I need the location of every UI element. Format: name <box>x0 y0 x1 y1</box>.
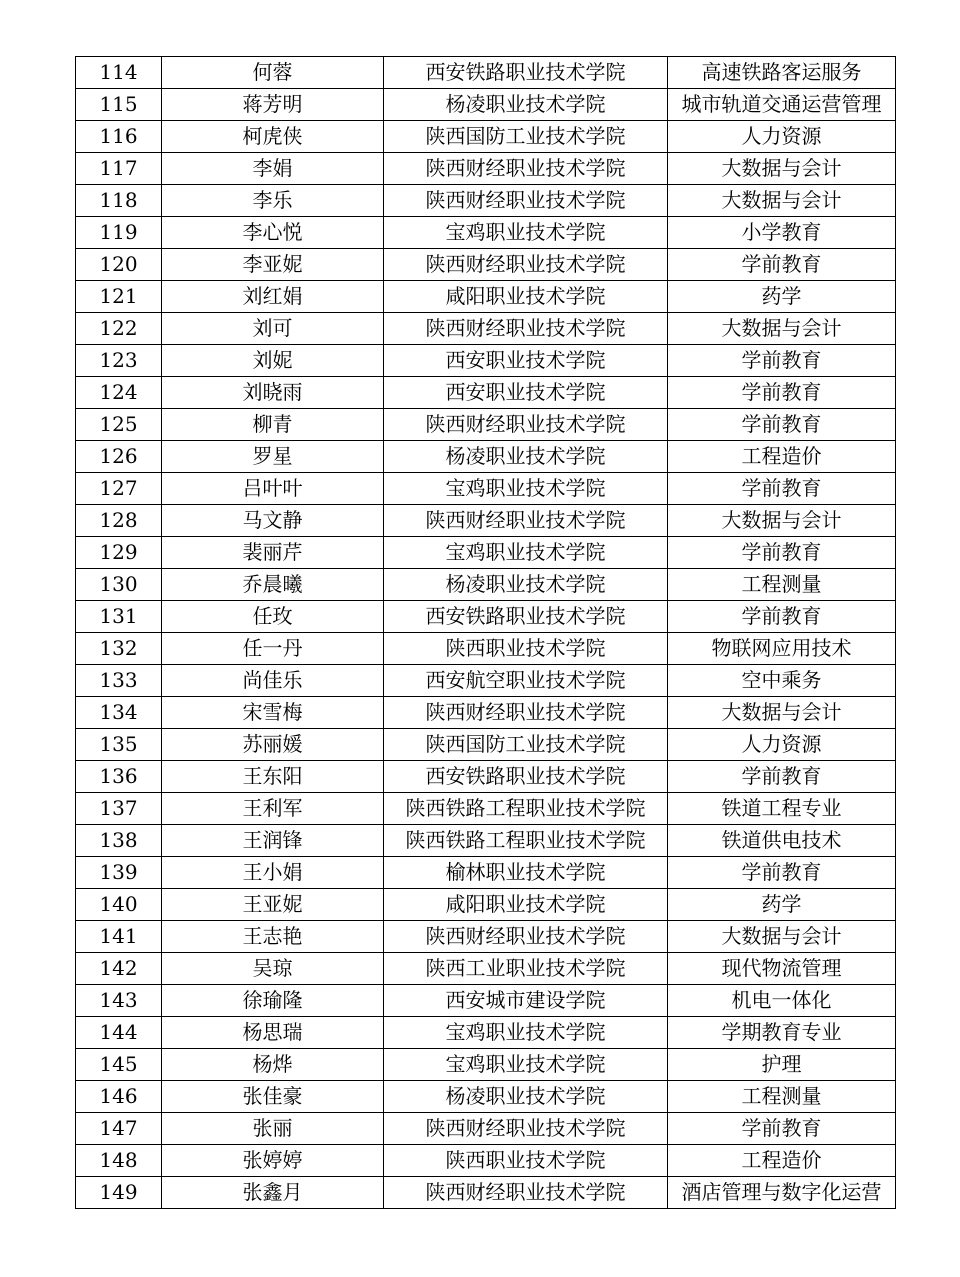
student-name-cell: 宋雪梅 <box>162 697 384 729</box>
major-name-cell: 物联网应用技术 <box>668 633 896 665</box>
table-row <box>76 985 896 1017</box>
major-name-cell: 大数据与会计 <box>668 153 896 185</box>
school-name-cell: 宝鸡职业技术学院 <box>384 537 668 569</box>
major-name-cell: 空中乘务 <box>668 665 896 697</box>
major-name-cell: 机电一体化 <box>668 985 896 1017</box>
school-name-cell: 陕西财经职业技术学院 <box>384 153 668 185</box>
major-name-cell: 大数据与会计 <box>668 697 896 729</box>
school-name-cell: 陕西铁路工程职业技术学院 <box>384 793 668 825</box>
student-name-cell: 罗星 <box>162 441 384 473</box>
school-name-cell: 陕西财经职业技术学院 <box>384 697 668 729</box>
school-name-cell: 西安职业技术学院 <box>384 345 668 377</box>
student-name-cell: 王润锋 <box>162 825 384 857</box>
row-number-cell: 139 <box>76 857 162 889</box>
row-number-cell: 129 <box>76 537 162 569</box>
major-name-cell: 大数据与会计 <box>668 921 896 953</box>
row-number-cell: 130 <box>76 569 162 601</box>
table-row <box>76 441 896 473</box>
table-row <box>76 249 896 281</box>
school-name-cell: 陕西财经职业技术学院 <box>384 1177 668 1209</box>
table-row <box>76 729 896 761</box>
school-name-cell: 咸阳职业技术学院 <box>384 889 668 921</box>
student-name-cell: 刘可 <box>162 313 384 345</box>
student-name-cell: 尚佳乐 <box>162 665 384 697</box>
major-name-cell: 人力资源 <box>668 729 896 761</box>
table-row <box>76 185 896 217</box>
major-name-cell: 大数据与会计 <box>668 505 896 537</box>
table-row <box>76 57 896 89</box>
major-name-cell: 学前教育 <box>668 473 896 505</box>
major-name-cell: 学前教育 <box>668 857 896 889</box>
school-name-cell: 咸阳职业技术学院 <box>384 281 668 313</box>
major-name-cell: 现代物流管理 <box>668 953 896 985</box>
table-row <box>76 1049 896 1081</box>
school-name-cell: 陕西国防工业技术学院 <box>384 729 668 761</box>
table-row <box>76 825 896 857</box>
school-name-cell: 杨凌职业技术学院 <box>384 569 668 601</box>
school-name-cell: 陕西财经职业技术学院 <box>384 249 668 281</box>
school-name-cell: 陕西职业技术学院 <box>384 633 668 665</box>
student-name-cell: 李娟 <box>162 153 384 185</box>
student-name-cell: 柯虎侠 <box>162 121 384 153</box>
student-name-cell: 苏丽媛 <box>162 729 384 761</box>
table-row <box>76 1177 896 1209</box>
major-name-cell: 大数据与会计 <box>668 185 896 217</box>
major-name-cell: 药学 <box>668 281 896 313</box>
row-number-cell: 147 <box>76 1113 162 1145</box>
table-row <box>76 1017 896 1049</box>
major-name-cell: 学前教育 <box>668 601 896 633</box>
major-name-cell: 学前教育 <box>668 537 896 569</box>
row-number-cell: 141 <box>76 921 162 953</box>
table-row <box>76 889 896 921</box>
school-name-cell: 陕西工业职业技术学院 <box>384 953 668 985</box>
row-number-cell: 132 <box>76 633 162 665</box>
table-row <box>76 409 896 441</box>
student-name-cell: 吕叶叶 <box>162 473 384 505</box>
school-name-cell: 陕西国防工业技术学院 <box>384 121 668 153</box>
row-number-cell: 125 <box>76 409 162 441</box>
table-row <box>76 697 896 729</box>
major-name-cell: 酒店管理与数字化运营 <box>668 1177 896 1209</box>
table-row <box>76 153 896 185</box>
roster-body <box>76 57 896 1209</box>
student-name-cell: 李乐 <box>162 185 384 217</box>
student-name-cell: 裴丽芹 <box>162 537 384 569</box>
row-number-cell: 115 <box>76 89 162 121</box>
table-row <box>76 505 896 537</box>
school-name-cell: 宝鸡职业技术学院 <box>384 217 668 249</box>
table-row <box>76 473 896 505</box>
row-number-cell: 121 <box>76 281 162 313</box>
student-name-cell: 杨烨 <box>162 1049 384 1081</box>
student-roster-table <box>75 56 896 1209</box>
row-number-cell: 135 <box>76 729 162 761</box>
major-name-cell: 学前教育 <box>668 409 896 441</box>
student-name-cell: 刘红娟 <box>162 281 384 313</box>
table-row <box>76 1113 896 1145</box>
table-row <box>76 761 896 793</box>
school-name-cell: 西安铁路职业技术学院 <box>384 57 668 89</box>
school-name-cell: 榆林职业技术学院 <box>384 857 668 889</box>
table-row <box>76 377 896 409</box>
table-row <box>76 953 896 985</box>
table-row <box>76 601 896 633</box>
school-name-cell: 陕西职业技术学院 <box>384 1145 668 1177</box>
student-name-cell: 李亚妮 <box>162 249 384 281</box>
table-row <box>76 89 896 121</box>
table-row <box>76 1081 896 1113</box>
table-row <box>76 537 896 569</box>
row-number-cell: 122 <box>76 313 162 345</box>
student-name-cell: 张丽 <box>162 1113 384 1145</box>
student-name-cell: 王亚妮 <box>162 889 384 921</box>
row-number-cell: 134 <box>76 697 162 729</box>
student-name-cell: 王利军 <box>162 793 384 825</box>
school-name-cell: 宝鸡职业技术学院 <box>384 1017 668 1049</box>
student-name-cell: 王东阳 <box>162 761 384 793</box>
major-name-cell: 铁道工程专业 <box>668 793 896 825</box>
student-name-cell: 王小娟 <box>162 857 384 889</box>
table-row <box>76 665 896 697</box>
row-number-cell: 146 <box>76 1081 162 1113</box>
major-name-cell: 高速铁路客运服务 <box>668 57 896 89</box>
student-name-cell: 吴琼 <box>162 953 384 985</box>
major-name-cell: 学前教育 <box>668 249 896 281</box>
student-name-cell: 张婷婷 <box>162 1145 384 1177</box>
student-name-cell: 柳青 <box>162 409 384 441</box>
major-name-cell: 工程造价 <box>668 441 896 473</box>
table-row <box>76 313 896 345</box>
major-name-cell: 城市轨道交通运营管理 <box>668 89 896 121</box>
row-number-cell: 118 <box>76 185 162 217</box>
major-name-cell: 护理 <box>668 1049 896 1081</box>
student-name-cell: 何蓉 <box>162 57 384 89</box>
row-number-cell: 128 <box>76 505 162 537</box>
row-number-cell: 124 <box>76 377 162 409</box>
student-name-cell: 马文静 <box>162 505 384 537</box>
major-name-cell: 学前教育 <box>668 345 896 377</box>
school-name-cell: 杨凌职业技术学院 <box>384 89 668 121</box>
table-row <box>76 121 896 153</box>
school-name-cell: 西安铁路职业技术学院 <box>384 601 668 633</box>
major-name-cell: 学前教育 <box>668 761 896 793</box>
major-name-cell: 小学教育 <box>668 217 896 249</box>
major-name-cell: 学前教育 <box>668 377 896 409</box>
major-name-cell: 药学 <box>668 889 896 921</box>
school-name-cell: 西安职业技术学院 <box>384 377 668 409</box>
row-number-cell: 133 <box>76 665 162 697</box>
school-name-cell: 陕西财经职业技术学院 <box>384 409 668 441</box>
table-row <box>76 633 896 665</box>
row-number-cell: 127 <box>76 473 162 505</box>
student-name-cell: 蒋芳明 <box>162 89 384 121</box>
student-name-cell: 徐瑜隆 <box>162 985 384 1017</box>
student-name-cell: 刘晓雨 <box>162 377 384 409</box>
school-name-cell: 宝鸡职业技术学院 <box>384 473 668 505</box>
student-name-cell: 杨思瑞 <box>162 1017 384 1049</box>
major-name-cell: 工程测量 <box>668 1081 896 1113</box>
row-number-cell: 119 <box>76 217 162 249</box>
row-number-cell: 137 <box>76 793 162 825</box>
table-row <box>76 569 896 601</box>
student-name-cell: 张佳豪 <box>162 1081 384 1113</box>
school-name-cell: 西安铁路职业技术学院 <box>384 761 668 793</box>
school-name-cell: 杨凌职业技术学院 <box>384 441 668 473</box>
row-number-cell: 117 <box>76 153 162 185</box>
row-number-cell: 148 <box>76 1145 162 1177</box>
school-name-cell: 杨凌职业技术学院 <box>384 1081 668 1113</box>
major-name-cell: 铁道供电技术 <box>668 825 896 857</box>
school-name-cell: 宝鸡职业技术学院 <box>384 1049 668 1081</box>
student-name-cell: 李心悦 <box>162 217 384 249</box>
row-number-cell: 138 <box>76 825 162 857</box>
table-row <box>76 217 896 249</box>
row-number-cell: 120 <box>76 249 162 281</box>
major-name-cell: 学前教育 <box>668 1113 896 1145</box>
table-row <box>76 345 896 377</box>
table-row <box>76 281 896 313</box>
major-name-cell: 学期教育专业 <box>668 1017 896 1049</box>
row-number-cell: 145 <box>76 1049 162 1081</box>
school-name-cell: 陕西财经职业技术学院 <box>384 185 668 217</box>
row-number-cell: 123 <box>76 345 162 377</box>
table-row <box>76 921 896 953</box>
school-name-cell: 西安城市建设学院 <box>384 985 668 1017</box>
row-number-cell: 144 <box>76 1017 162 1049</box>
major-name-cell: 工程测量 <box>668 569 896 601</box>
school-name-cell: 陕西铁路工程职业技术学院 <box>384 825 668 857</box>
major-name-cell: 工程造价 <box>668 1145 896 1177</box>
student-name-cell: 张鑫月 <box>162 1177 384 1209</box>
row-number-cell: 149 <box>76 1177 162 1209</box>
table-row <box>76 1145 896 1177</box>
row-number-cell: 116 <box>76 121 162 153</box>
row-number-cell: 131 <box>76 601 162 633</box>
school-name-cell: 陕西财经职业技术学院 <box>384 313 668 345</box>
school-name-cell: 西安航空职业技术学院 <box>384 665 668 697</box>
row-number-cell: 114 <box>76 57 162 89</box>
row-number-cell: 140 <box>76 889 162 921</box>
school-name-cell: 陕西财经职业技术学院 <box>384 505 668 537</box>
student-name-cell: 任玫 <box>162 601 384 633</box>
major-name-cell: 人力资源 <box>668 121 896 153</box>
student-name-cell: 任一丹 <box>162 633 384 665</box>
major-name-cell: 大数据与会计 <box>668 313 896 345</box>
row-number-cell: 142 <box>76 953 162 985</box>
student-name-cell: 王志艳 <box>162 921 384 953</box>
row-number-cell: 126 <box>76 441 162 473</box>
school-name-cell: 陕西财经职业技术学院 <box>384 921 668 953</box>
row-number-cell: 143 <box>76 985 162 1017</box>
table-row <box>76 857 896 889</box>
student-name-cell: 乔晨曦 <box>162 569 384 601</box>
school-name-cell: 陕西财经职业技术学院 <box>384 1113 668 1145</box>
student-name-cell: 刘妮 <box>162 345 384 377</box>
row-number-cell: 136 <box>76 761 162 793</box>
table-row <box>76 793 896 825</box>
